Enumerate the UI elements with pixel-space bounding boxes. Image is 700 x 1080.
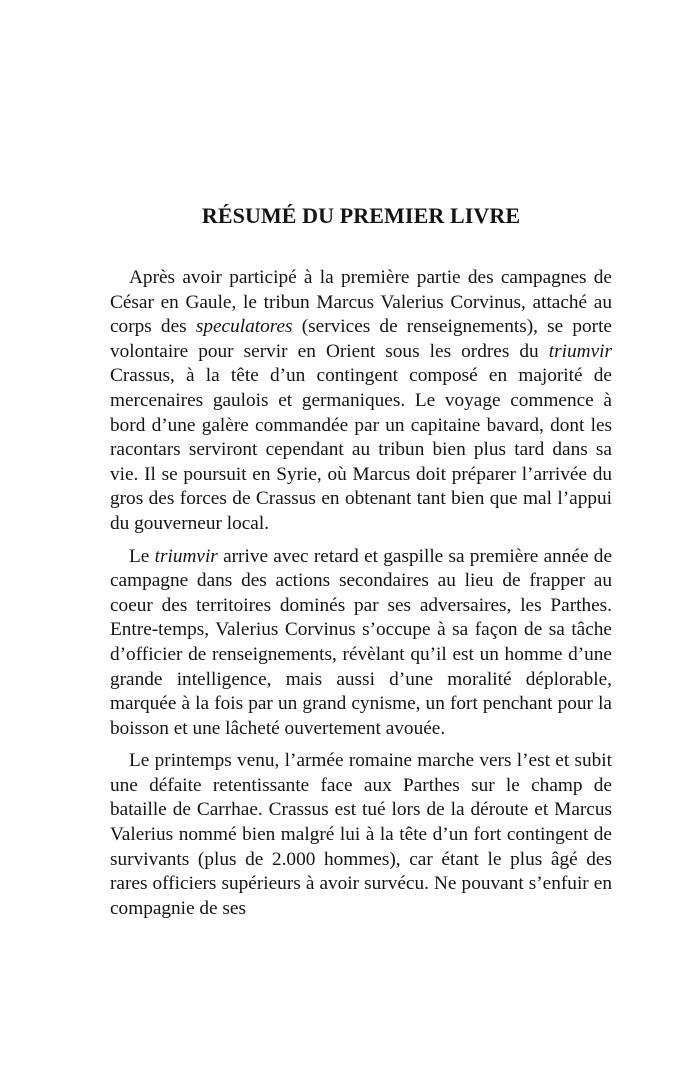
text-segment: Crassus, à la tête d’un contingent composé en majorité de mercenaires gaulois et germaniques. Le voyage commence à bord d’une galère commandée par un capitaine bavard, dont les racontars serviront cependant au tribun bien plus tard dans sa vie. Il se poursuit en Syrie, où Marcus doit préparer l’arrivée du gros des forces de Crassus en obtenant tant bien que mal l’appui du gouverneur local. [110, 365, 612, 534]
book-page [110, 0, 612, 1080]
italic-term-triumvir: triumvir [154, 545, 218, 567]
paragraph-2 [110, 545, 612, 742]
paragraph-3 [110, 749, 612, 921]
text-segment: Le printemps venu, l’armée romaine marche vers l’est et subit une défaite retentissante face aux Parthes sur le champ de bataille de Carrhae. Crassus est tué lors de la déroute et Marcus Valerius nommé bien malgré lui à la tête d’un fort contingent de survivants (plus de 2.000 hommes), car étant le plus âgé des rares officiers supérieurs à avoir survécu. Ne pouvant s’enfuir en compagnie de ses [110, 750, 612, 919]
paragraph-1 [110, 266, 612, 537]
text-segment: (services de renseignements), se porte volontaire pour servir en Orient sous les ordres du [110, 316, 612, 362]
summary-body [110, 266, 612, 929]
italic-term-triumvir: triumvir [548, 340, 612, 362]
text-segment: Après avoir participé à la première partie des campagnes de César en Gaule, le tribun Marcus Valerius Corvinus, attaché au corps des [110, 267, 612, 338]
chapter-title: RÉSUMÉ DU PREMIER LIVRE [201, 203, 521, 228]
italic-term-speculatores: speculatores [195, 316, 293, 338]
text-segment: arrive avec retard et gaspille sa première année de campagne dans des actions secondaires au lieu de frapper au coeur des territoires dominés par ses adversaires, les Parthes. Entre-temps, Valerius Corvinus s’occupe à sa façon de sa tâche d’officier de renseignements, révèlant qu’il est un homme d’une grande intelligence, mais aussi d’une moralité déplorable, marquée à la fois par un grand cynisme, un fort penchant pour la boisson et une lâcheté ouvertement avouée. [110, 545, 612, 739]
text-segment: Le [129, 545, 155, 567]
